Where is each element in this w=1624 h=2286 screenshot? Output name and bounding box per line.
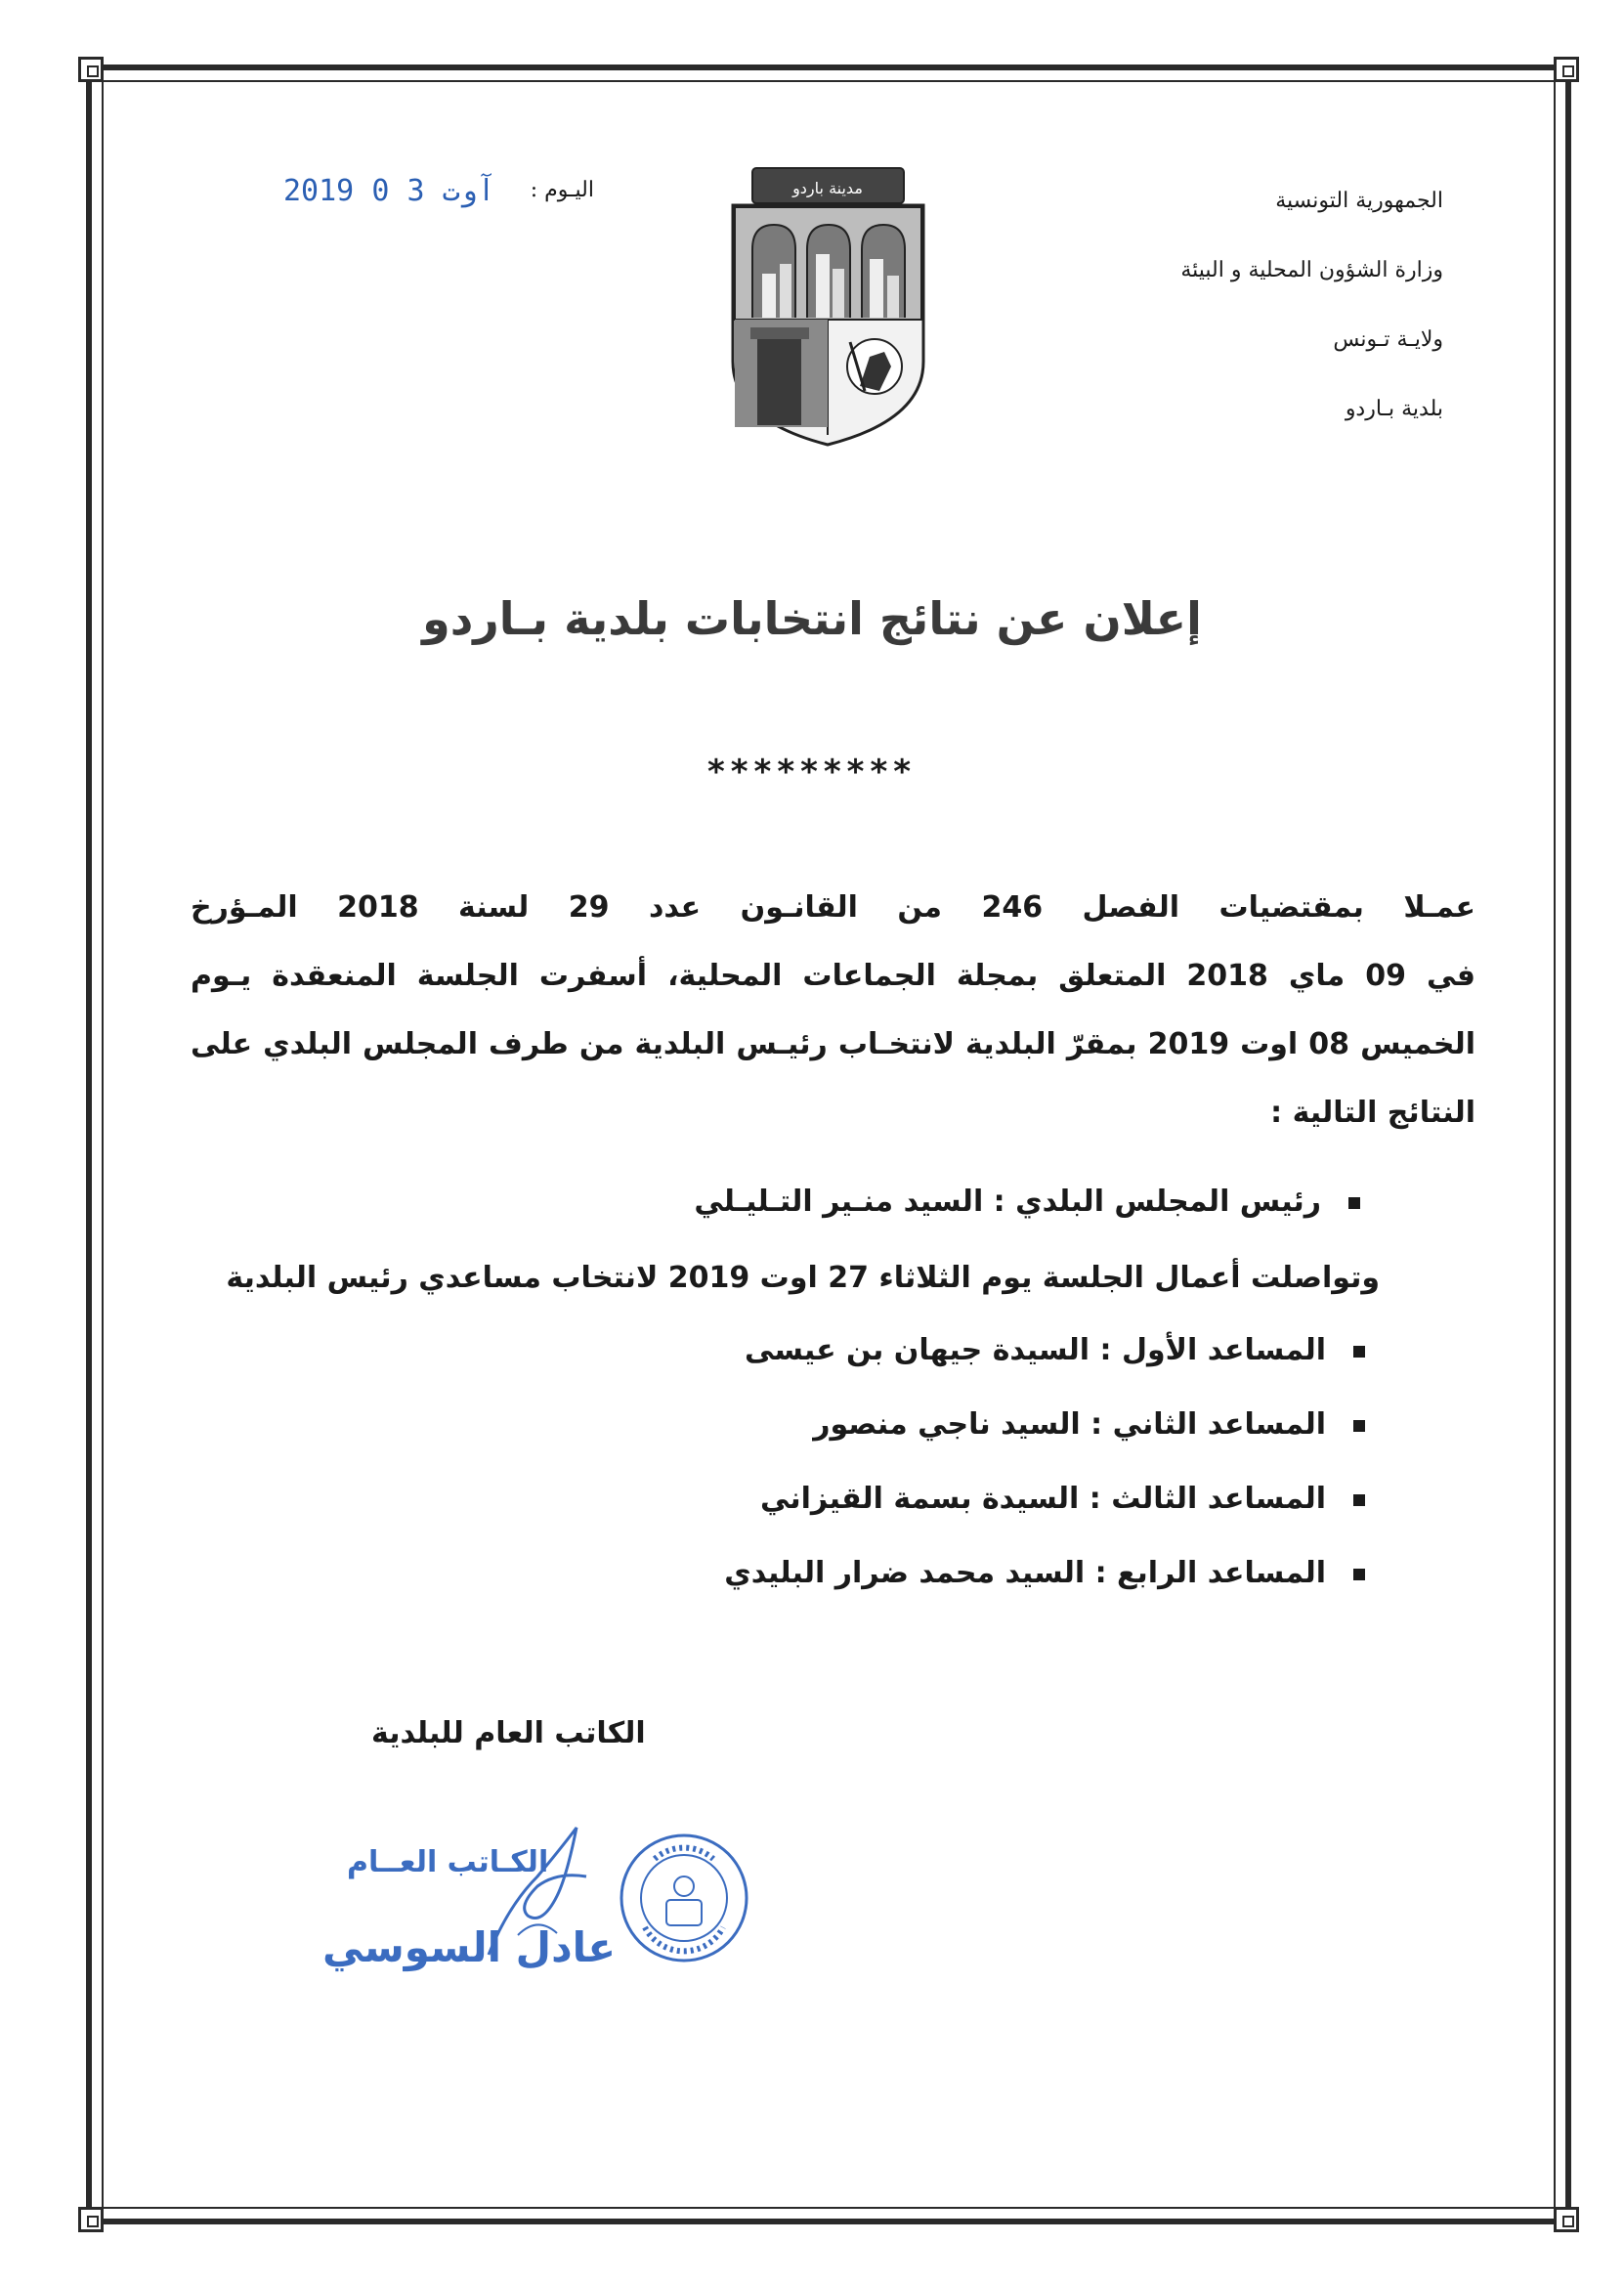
letterhead-ministry: وزارة الشؤون المحلية و البيئة bbox=[1180, 258, 1443, 282]
assistant-3-text: المساعد الثالث : السيدة بسمة القيزاني bbox=[760, 1482, 1326, 1516]
bardo-coat-of-arms-icon bbox=[723, 166, 933, 450]
body-line-2: في 09 ماي 2018 المتعلق بمجلة الجماعات المحلية، أسفرت الجلسة المنعقدة يـوم bbox=[191, 959, 1475, 993]
assistant-1-text: المساعد الأول : السيدة جيهان بن عيسى bbox=[744, 1333, 1326, 1367]
bullet-icon bbox=[1353, 1346, 1365, 1358]
frame-corner-bottom-right bbox=[1554, 2207, 1579, 2232]
letterhead-municipality: بلدية بـاردو bbox=[1345, 397, 1443, 421]
body-line-4: النتائج التالية : bbox=[1270, 1096, 1475, 1130]
frame-corner-top-left bbox=[78, 57, 104, 82]
president-text: رئيس المجلس البلدي : السيد منـير التـليـلي bbox=[694, 1185, 1321, 1219]
body-line-3: الخميس 08 اوت 2019 بمقرّ البلدية لانتخـاب رئيـس البلدية من طرف المجلس البلدي على bbox=[191, 1027, 1475, 1061]
list-item bbox=[745, 1333, 1365, 1367]
emblem-banner-text: مدينة باردو bbox=[792, 179, 863, 197]
letterhead bbox=[1180, 166, 1443, 444]
list-item bbox=[724, 1556, 1365, 1590]
bullet-icon bbox=[1353, 1420, 1365, 1432]
frame-corner-bottom-left bbox=[78, 2207, 104, 2232]
assistant-2-text: المساعد الثاني : السيد ناجي منصور bbox=[813, 1407, 1326, 1442]
bullet-icon bbox=[1353, 1494, 1365, 1506]
bullet-icon bbox=[1348, 1197, 1360, 1209]
continuation-paragraph: وتواصلت أعمال الجلسة يوم الثلاثاء 27 اوت 2019 لانتخاب مساعدي رئيس البلدية bbox=[226, 1261, 1380, 1295]
date-label: اليـوم : bbox=[530, 178, 594, 202]
body-paragraph bbox=[191, 874, 1475, 1147]
body-line-1: عمـلا بمقتضيات الفصل 246 من القانـون عدد 29 لسنة 2018 المـؤرخ bbox=[191, 890, 1476, 925]
list-item bbox=[813, 1407, 1365, 1442]
stamp-title: الكـاتب العــام bbox=[347, 1845, 549, 1879]
bullet-icon bbox=[1353, 1569, 1365, 1580]
secretary-general-title: الكاتب العام للبلدية bbox=[371, 1716, 646, 1750]
frame-corner-top-right bbox=[1554, 57, 1579, 82]
president-item bbox=[694, 1185, 1360, 1219]
stamp-name: عادل السوسي bbox=[322, 1923, 617, 1971]
letterhead-governorate: ولايـة تـونس bbox=[1333, 327, 1443, 352]
page-title: إعلان عن نتائج انتخابات بلدية بـاردو bbox=[422, 592, 1202, 645]
list-item bbox=[760, 1482, 1365, 1516]
date-block bbox=[283, 172, 606, 221]
title-separator: ********* bbox=[706, 753, 918, 792]
date-stamp: 2019 آوت 3 0 bbox=[283, 174, 495, 208]
assistant-4-text: المساعد الرابع : السيد محمد ضرار البليدي bbox=[724, 1556, 1326, 1590]
letterhead-country: الجمهورية التونسية bbox=[1275, 189, 1443, 213]
official-seal-icon bbox=[616, 1830, 752, 1966]
